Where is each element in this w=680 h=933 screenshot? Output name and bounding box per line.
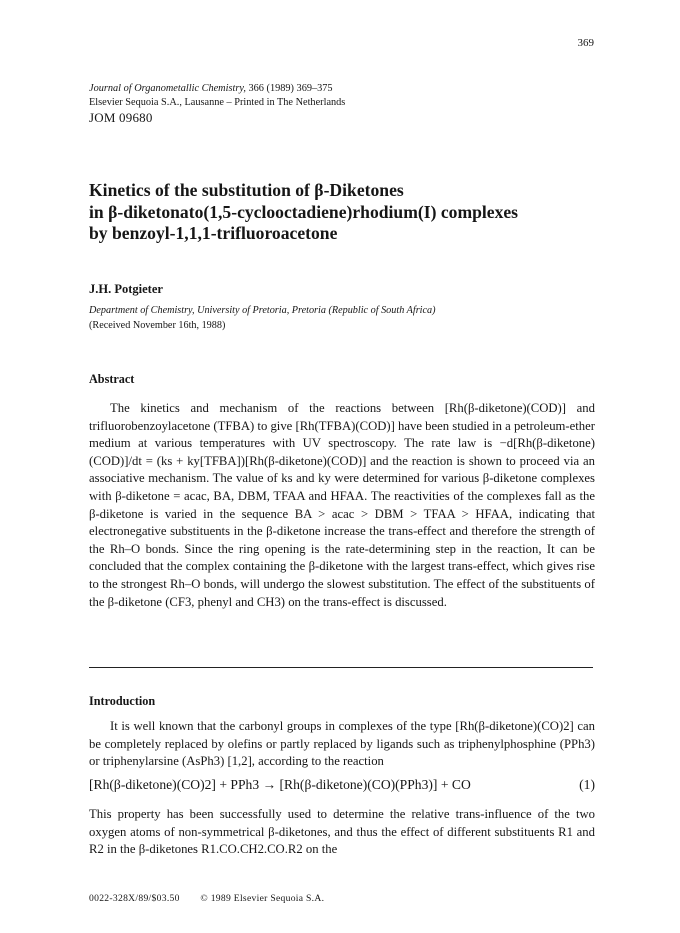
introduction-heading: Introduction <box>89 694 156 708</box>
page-footer <box>89 893 342 904</box>
copyright: © 1989 Elsevier Sequoia S.A. <box>200 893 325 904</box>
article-title <box>89 180 609 245</box>
abstract-heading: Abstract <box>89 372 135 386</box>
section-divider <box>89 667 593 668</box>
equation-text: [Rh(β-diketone)(CO)2] + PPh3 → [Rh(β-diketone)(CO)(PPh3)] + CO <box>89 777 471 792</box>
introduction-paragraph-2: This property has been successfully used to determine the relative trans-influence of the two oxygen atoms of non-symmetrical β-diketones, and thus the effect of different substituents R1 and R2 in the β-diketones R1.CO.CH2.CO.R2 on the <box>89 807 595 857</box>
author-name: J.H. Potgieter <box>89 282 163 296</box>
title-line-1: Kinetics of the substitution of β-Diketones <box>89 180 404 200</box>
department: Department of Chemistry, University of Pretoria, Pretoria (Republic of South Africa) <box>89 305 436 316</box>
received-date: (Received November 16th, 1988) <box>89 319 226 331</box>
journal-header <box>89 82 609 125</box>
issn-price: 0022-328X/89/$03.50 <box>89 893 180 904</box>
journal-name: Journal of Organometallic Chemistry, <box>89 83 246 94</box>
jom-id: JOM 09680 <box>89 110 153 125</box>
introduction-body <box>89 718 595 771</box>
title-line-3: by benzoyl-1,1,1-trifluoroacetone <box>89 223 338 243</box>
title-line-2: in β-diketonato(1,5-cyclooctadiene)rhodium(I) complexes <box>89 201 519 222</box>
equation-number: (1) <box>579 777 595 792</box>
page-number: 369 <box>577 37 594 49</box>
affiliation-block <box>89 304 609 333</box>
equation-1 <box>89 776 595 794</box>
publisher-line: Elsevier Sequoia S.A., Lausanne – Printed in The Netherlands <box>89 96 346 108</box>
journal-volume: 366 (1989) 369–375 <box>245 83 333 94</box>
abstract-body <box>89 400 595 611</box>
introduction-continued <box>89 806 595 859</box>
introduction-paragraph-1: It is well known that the carbonyl groups in complexes of the type [Rh(β-diketone)(CO)2] can be completely replaced by olefins or partly replaced by ligands such as triphenylphosphine (PPh3) or triphenylarsine (AsPh3) [1,2], according to the reaction <box>89 719 595 769</box>
abstract-text: The kinetics and mechanism of the reactions between [Rh(β-diketone)(COD)] and trifluorobenzoylacetone (TFBA) to give [Rh(TFBA)(COD)] have been studied in a petroleum-ether medium at various temperatures with UV spectroscopy. The rate law is −d[Rh(β-diketone)(COD)]/dt = (ks + ky[TFBA])[Rh(β-diketone)(COD)] and the reaction is shown to proceed via an associative mechanism. The value of ks and ky were determined for various β-diketone complexes with β-diketone = acac, BA, DBM, TFAA and HFAA. The reactivities of the complexes fall as the β-diketone is varied in the sequence BA > acac > DBM > TFAA > HFAA, indicating that electronegative substituents in the β-diketone increase the trans-effect and therefore the strength of the Rh–O bonds. Since the ring opening is the rate-determining step in the reaction, It can be concluded that the complex containing the β-diketone with the largest trans-effect, which gives rise to the strongest Rh–O bonds, will undergo the slowest substitution. The effect of the substituents of the β-diketone (CF3, phenyl and CH3) on the trans-effect is discussed. <box>89 401 595 609</box>
journal-citation <box>89 82 609 96</box>
